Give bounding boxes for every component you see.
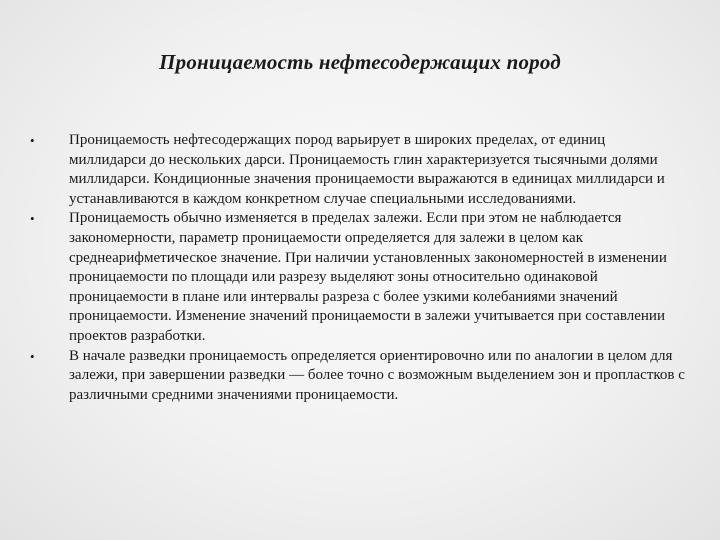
bullet-dot-icon: • (30, 211, 35, 227)
bullet-text: В начале разведки проницаемость определяется ориентировочно или по аналогии в целом для залежи, при завершении разведки — более точно с возможным выделением зон и пропластков с различными средними значениями проницаемости. (69, 347, 685, 403)
bullet-item-3 (30, 347, 685, 406)
bullet-list (30, 131, 685, 405)
bullet-text: Проницаемость обычно изменяется в пределах залежи. Если при этом не наблюдается закономерности, параметр проницаемости определяется для залежи в целом как среднеарифметическое значение. При наличии установленных закономерностей в изменении проницаемости по площади или разрезу выделяют зоны относительно одинаковой проницаемости в плане или интервалы разреза с более узкими колебаниями значений проницаемости. Изменение значений проницаемости в залежи учитывается при составлении проектов разработки. (69, 210, 667, 344)
bullet-item-1 (30, 131, 685, 209)
bullet-item-2 (30, 209, 685, 346)
slide-title: Проницаемость нефтесодержащих пород (159, 50, 561, 74)
bullet-text: Проницаемость нефтесодержащих пород варьирует в широких пределах, от единиц миллидарси до нескольких дарси. Проницаемость глин характеризуется тысячными долями миллидарси. Кондиционные значения проницаемости выражаются в единицах миллидарси и устанавливаются в каждом конкретном случае специальными исследованиями. (69, 132, 665, 207)
bullet-dot-icon: • (30, 348, 35, 364)
bullet-dot-icon: • (30, 133, 35, 148)
